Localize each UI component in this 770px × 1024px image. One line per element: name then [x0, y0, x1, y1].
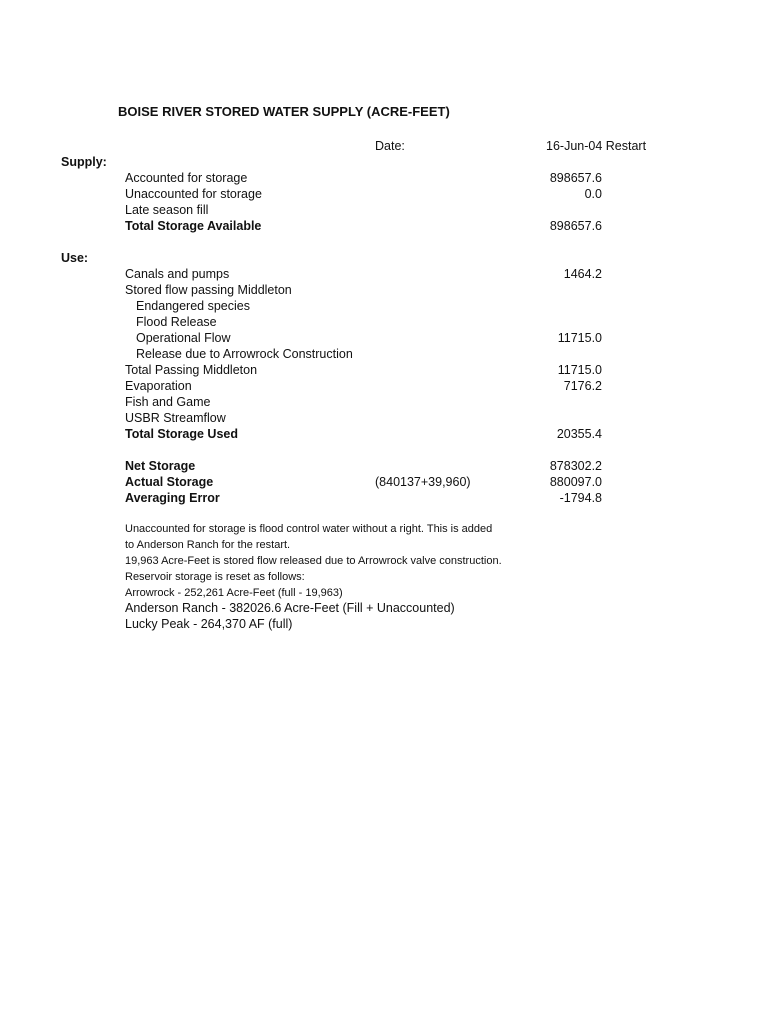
use-row-label: Evaporation: [125, 379, 192, 393]
use-subrow-label: Operational Flow: [136, 331, 231, 345]
use-row-value: 7176.2: [563, 379, 602, 393]
actual-storage-note: (840137+39,960): [375, 475, 471, 489]
actual-storage-label: Actual Storage: [125, 475, 214, 489]
supply-row-value: 0.0: [584, 187, 602, 201]
supply-row-value: 898657.6: [549, 171, 602, 185]
averaging-error-label: Averaging Error: [125, 491, 220, 505]
supply-total-label: Total Storage Available: [125, 219, 262, 233]
date-value: 16-Jun-04 Restart: [546, 139, 647, 153]
use-subrow-label: Release due to Arrowrock Construction: [136, 347, 353, 361]
note-line: to Anderson Ranch for the restart.: [125, 539, 291, 551]
use-row-label: Total Passing Middleton: [125, 363, 258, 377]
note-line: 19,963 Acre-Feet is stored flow released due to Arrowrock valve construction.: [125, 555, 502, 567]
supply-total-value: 898657.6: [549, 219, 602, 233]
net-storage-value: 878302.2: [549, 459, 602, 473]
note-line: Reservoir storage is reset as follows:: [125, 571, 305, 583]
document-title: BOISE RIVER STORED WATER SUPPLY (ACRE-FEET): [118, 104, 450, 119]
use-subrow-label: Endangered species: [136, 299, 250, 313]
use-row-value: 11715.0: [557, 331, 602, 345]
note-line: Unaccounted for storage is flood control water without a right. This is added: [125, 523, 493, 535]
use-total-value: 20355.4: [556, 427, 602, 441]
net-storage-label: Net Storage: [125, 459, 196, 473]
use-row-value: 1464.2: [563, 267, 602, 281]
use-row-label: Canals and pumps: [125, 267, 230, 281]
use-total-label: Total Storage Used: [125, 427, 238, 441]
use-row-label: USBR Streamflow: [125, 411, 226, 425]
supply-row-label: Late season fill: [125, 203, 209, 217]
note-line: Arrowrock - 252,261 Acre-Feet (full - 19,963): [125, 587, 343, 599]
supply-row-label: Unaccounted for storage: [125, 187, 262, 201]
date-label: Date:: [375, 139, 405, 153]
use-row-value: 11715.0: [557, 363, 602, 377]
use-row-label: Fish and Game: [125, 395, 211, 409]
note-line: Anderson Ranch - 382026.6 Acre-Feet (Fill + Unaccounted): [125, 601, 455, 615]
note-line: Lucky Peak - 264,370 AF (full): [125, 617, 293, 631]
supply-heading: Supply:: [61, 155, 107, 169]
averaging-error-value: -1794.8: [559, 491, 602, 505]
use-heading: Use:: [61, 251, 89, 265]
use-row-label: Stored flow passing Middleton: [125, 283, 292, 297]
supply-row-label: Accounted for storage: [125, 171, 248, 185]
actual-storage-value: 880097.0: [549, 475, 602, 489]
use-subrow-label: Flood Release: [136, 315, 217, 329]
